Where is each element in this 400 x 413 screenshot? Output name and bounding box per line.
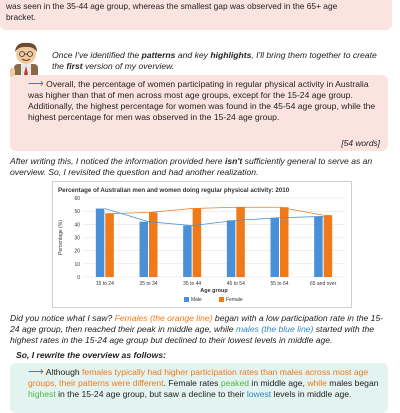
- x-tick-label: 55 to 64: [270, 281, 289, 287]
- y-tick-label: 20: [74, 248, 80, 255]
- y-tick-label: 0: [77, 275, 80, 281]
- y-tick-label: 50: [74, 209, 80, 216]
- bar-chart: [53, 182, 351, 307]
- x-tick-label: 45 to 54: [226, 281, 245, 287]
- previous-paragraph-box: [0, 0, 392, 30]
- intro-bold-first: first: [66, 61, 83, 71]
- question-part-3: started with the highest rates in the 15-24 age group but declined to their lowest levels in middle age.: [10, 324, 375, 345]
- bar-female: [324, 215, 333, 277]
- intro-bold-patterns: patterns: [141, 50, 176, 60]
- y-tick-label: 40: [74, 222, 80, 229]
- question-males: males (the blue line): [235, 324, 314, 334]
- ov2-orange-1: females typically had higher participation rates than males across most age groups, their patterns were different: [28, 367, 369, 388]
- question-part-2: began with a low participation rate in the 15-24 age group, then reached their peak in middle age, while: [10, 313, 384, 334]
- ov2-part-3: in middle age,: [249, 378, 308, 388]
- intro-text: [52, 50, 390, 72]
- legend-label: Male: [191, 297, 202, 303]
- word-count: [54 words]: [341, 138, 380, 148]
- bar-male: [96, 209, 105, 277]
- first-overview-text: Overall, the percentage of women participating in regular physical activity in Australia was higher than that of men across most age groups, except for the 15-24 age group. Additionally, the highest percentage for women was found in the 45-54 age group, while the highest percentage for men was observed in the 15-24 age group.: [28, 79, 376, 122]
- chart-title: Percentage of Australian men and women doing regular physical activity: 2010: [58, 187, 290, 194]
- x-tick-label: 35 to 44: [183, 281, 202, 287]
- arrow-right-icon: ⟶: [28, 78, 44, 90]
- rewrite-label: So, I rewrite the overview as follows:: [16, 350, 166, 360]
- bar-male: [271, 218, 280, 277]
- legend-label: Female: [226, 297, 243, 303]
- bar-male: [227, 220, 236, 277]
- intro-part-2: and key: [175, 50, 211, 60]
- first-overview-box: [10, 75, 388, 151]
- previous-paragraph-line-1: was seen in the 35-44 age group, whereas the smallest gap was observed in the 65+ age: [6, 1, 338, 11]
- intro-bold-highlights: highlights: [210, 50, 252, 60]
- x-tick-label: 65 and over: [309, 281, 337, 287]
- x-axis-label: Age group: [200, 288, 228, 294]
- ov2-orange-while: while: [307, 378, 327, 388]
- ov2-part-1: Although: [45, 367, 83, 377]
- question-part-1: Did you notice what I saw?: [10, 313, 115, 323]
- ov2-green-peaked: peaked: [220, 378, 250, 388]
- after-part-2: sufficiently general to serve as an overview. So, I revisited the question and had another realization.: [10, 156, 373, 177]
- after-part-1: After writing this, I noticed the information provided here: [10, 156, 225, 166]
- ov2-part-5: in the 15-24 age group, but saw a decline to their: [55, 389, 247, 399]
- y-tick-label: 10: [74, 261, 80, 268]
- ov2-green-highest: highest: [28, 389, 56, 399]
- legend-swatch: [219, 297, 224, 302]
- intro-part-1: Once I've identified the: [52, 50, 142, 60]
- bar-female: [105, 214, 114, 277]
- bar-male: [183, 226, 192, 277]
- ov2-blue-lowest: lowest: [246, 389, 272, 399]
- previous-paragraph-line-2: bracket.: [6, 11, 36, 22]
- intro-part-3: , I'll bring them together to create the: [52, 50, 377, 71]
- y-tick-label: 30: [74, 235, 80, 242]
- bar-male: [140, 222, 149, 277]
- intro-part-4: version of my overview.: [82, 61, 175, 71]
- arrow-right-icon-2: ⟶: [28, 366, 44, 378]
- ov2-part-6: levels in middle age.: [271, 389, 352, 399]
- legend-swatch: [184, 297, 189, 302]
- ov2-part-2: . Female rates: [163, 378, 221, 388]
- y-axis-label: Percentage (%): [58, 220, 64, 255]
- bar-female: [236, 207, 245, 277]
- x-tick-label: 25 to 34: [139, 281, 158, 287]
- after-bold-isnt: isn't: [224, 156, 243, 166]
- question-text: [10, 313, 390, 346]
- x-tick-label: 15 to 24: [95, 281, 114, 287]
- ov2-part-4: males began: [326, 378, 379, 388]
- second-overview-box: [10, 363, 388, 413]
- after-writing-text: [10, 156, 390, 178]
- bar-female: [193, 209, 202, 277]
- chart-container: [52, 181, 352, 308]
- question-females: Females (the orange line): [114, 313, 213, 323]
- bar-male: [314, 216, 323, 277]
- y-tick-label: 60: [74, 196, 80, 202]
